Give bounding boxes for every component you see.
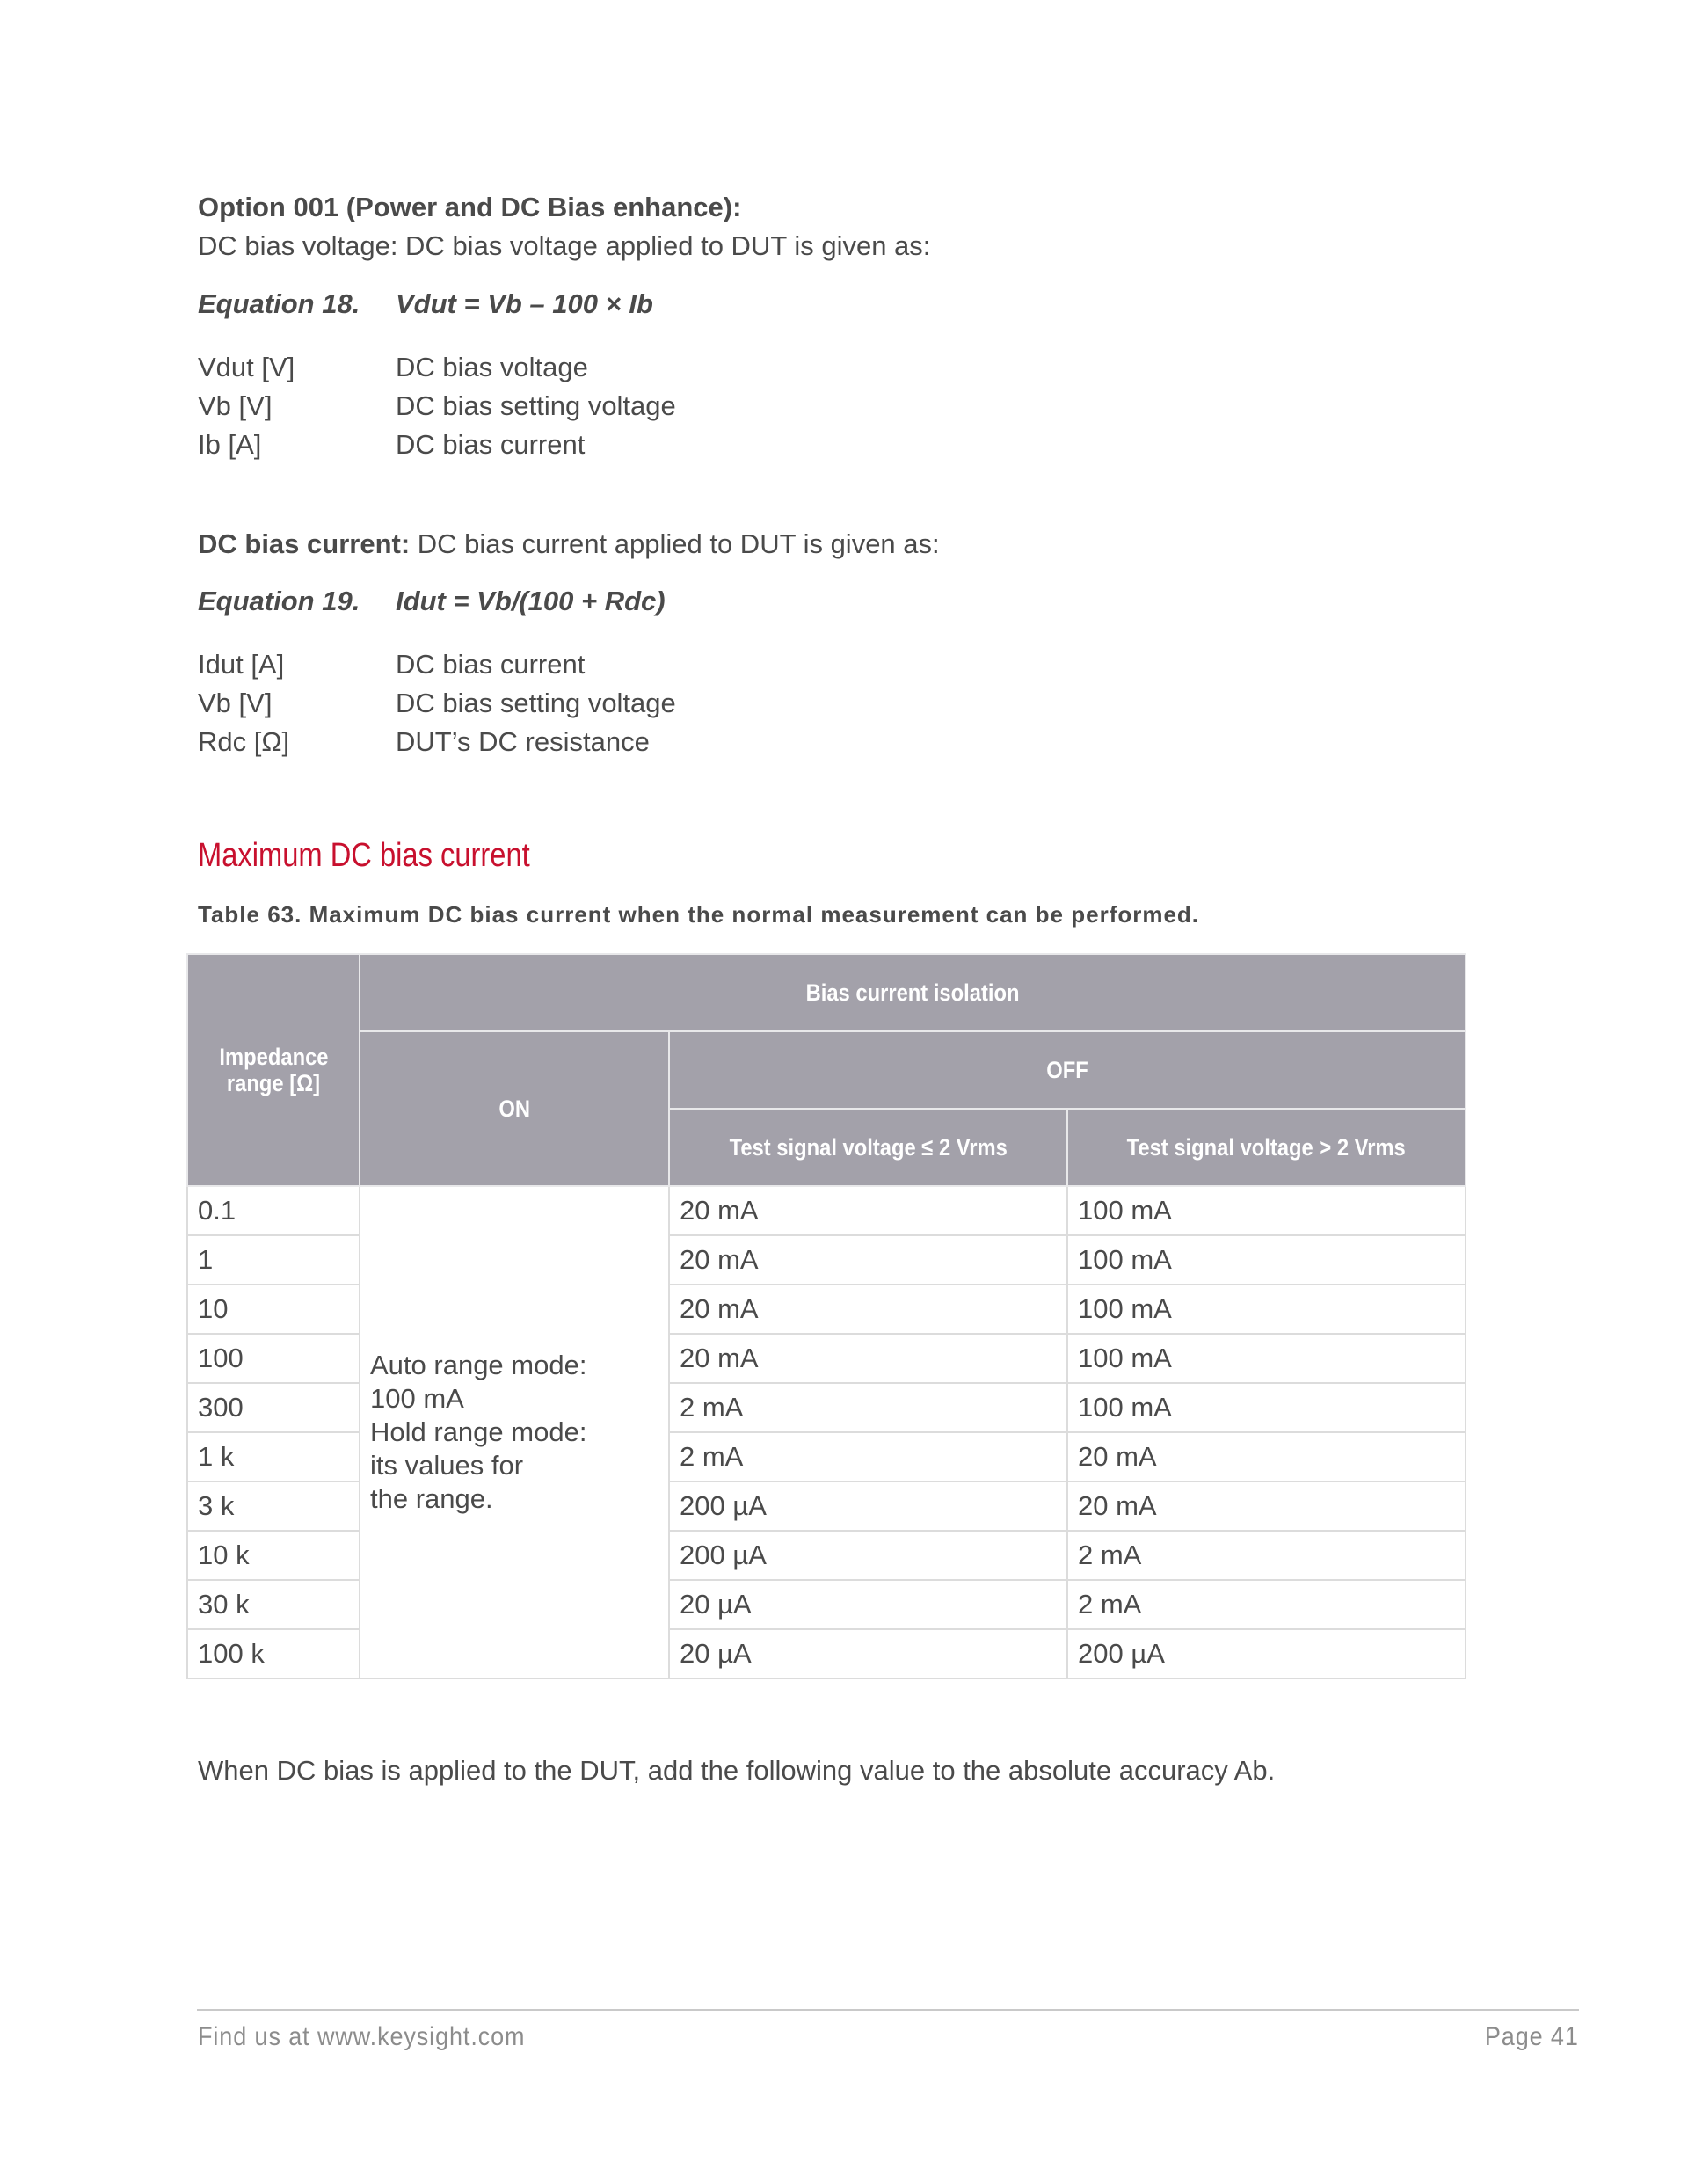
header-off: OFF	[669, 1031, 1466, 1109]
le2-value-cell: 20 µA	[669, 1629, 1067, 1678]
definition-description: DC bias current	[396, 649, 586, 680]
equation-18-label: Equation 18.	[198, 288, 360, 319]
le2-value-cell: 2 mA	[669, 1432, 1067, 1481]
gt2-value-cell: 100 mA	[1067, 1235, 1466, 1285]
on-cell-line: its values for	[370, 1450, 524, 1481]
definition-description: DC bias setting voltage	[396, 390, 676, 421]
header-test-signal-gt-2: Test signal voltage > 2 Vrms	[1067, 1109, 1466, 1186]
impedance-range-cell: 30 k	[187, 1580, 360, 1629]
definition-symbol: Rdc [Ω]	[198, 726, 290, 757]
gt2-value-cell: 20 mA	[1067, 1432, 1466, 1481]
on-cell-line: Auto range mode:	[370, 1350, 587, 1380]
impedance-range-cell: 10	[187, 1285, 360, 1334]
le2-value-cell: 2 mA	[669, 1383, 1067, 1432]
gt2-value-cell: 100 mA	[1067, 1334, 1466, 1383]
on-cell-line: 100 mA	[370, 1383, 464, 1414]
gt2-value-cell: 200 µA	[1067, 1629, 1466, 1678]
le2-value-cell: 200 µA	[669, 1481, 1067, 1531]
definition-symbol: Vb [V]	[198, 390, 273, 421]
definition-description: DC bias setting voltage	[396, 688, 676, 718]
le2-value-cell: 20 mA	[669, 1235, 1067, 1285]
gt2-value-cell: 20 mA	[1067, 1481, 1466, 1531]
impedance-range-cell: 300	[187, 1383, 360, 1432]
impedance-range-cell: 100	[187, 1334, 360, 1383]
after-table-text: When DC bias is applied to the DUT, add the following value to the absolute accuracy Ab.	[198, 1755, 1276, 1786]
impedance-range-cell: 1 k	[187, 1432, 360, 1481]
table-caption: Table 63. Maximum DC bias current when the normal measurement can be performed.	[198, 901, 1200, 928]
header-test-signal-le-2: Test signal voltage ≤ 2 Vrms	[669, 1109, 1067, 1186]
gt2-value-cell: 2 mA	[1067, 1580, 1466, 1629]
le2-value-cell: 200 µA	[669, 1531, 1067, 1580]
on-mode-cell	[360, 1186, 669, 1678]
le2-value-cell: 20 µA	[669, 1580, 1067, 1629]
table-row	[187, 1186, 1466, 1235]
footer-page-number: Page 41	[1485, 2022, 1579, 2051]
impedance-range-cell: 10 k	[187, 1531, 360, 1580]
footer-website-link[interactable]: Find us at www.keysight.com	[198, 2022, 526, 2051]
header-bias-current-isolation: Bias current isolation	[360, 954, 1466, 1031]
dc-bias-voltage-intro: DC bias voltage: DC bias voltage applied to DUT is given as:	[198, 230, 931, 261]
equation-19-label: Equation 19.	[198, 586, 360, 616]
gt2-value-cell: 2 mA	[1067, 1531, 1466, 1580]
on-cell-line: the range.	[370, 1483, 493, 1514]
definition-symbol: Vb [V]	[198, 688, 273, 718]
option-heading: Option 001 (Power and DC Bias enhance):	[198, 192, 742, 222]
definition-symbol: Idut [A]	[198, 649, 285, 680]
dc-bias-current-intro	[198, 525, 940, 564]
footer-divider	[197, 2009, 1579, 2011]
equation-19-formula: Idut = Vb/(100 + Rdc)	[396, 586, 666, 616]
definition-symbol: Vdut [V]	[198, 352, 295, 382]
dc-bias-current-intro-bold: DC bias current:	[198, 528, 411, 559]
le2-value-cell: 20 mA	[669, 1285, 1067, 1334]
on-cell-line: Hold range mode:	[370, 1416, 587, 1447]
gt2-value-cell: 100 mA	[1067, 1383, 1466, 1432]
dc-bias-current-intro-rest: DC bias current applied to DUT is given as:	[410, 528, 940, 559]
gt2-value-cell: 100 mA	[1067, 1285, 1466, 1334]
impedance-range-cell: 0.1	[187, 1186, 360, 1235]
definition-symbol: Ib [A]	[198, 429, 262, 460]
equation-18-formula: Vdut = Vb – 100 × Ib	[396, 288, 653, 319]
impedance-range-cell: 1	[187, 1235, 360, 1285]
definition-description: DC bias voltage	[396, 352, 588, 382]
definition-description: DUT’s DC resistance	[396, 726, 650, 757]
header-on: ON	[360, 1031, 669, 1186]
gt2-value-cell: 100 mA	[1067, 1186, 1466, 1235]
header-impedance-range: Impedance range [Ω]	[187, 954, 360, 1186]
le2-value-cell: 20 mA	[669, 1186, 1067, 1235]
le2-value-cell: 20 mA	[669, 1334, 1067, 1383]
section-heading: Maximum DC bias current	[198, 837, 530, 874]
impedance-range-cell: 3 k	[187, 1481, 360, 1531]
definition-description: DC bias current	[396, 429, 586, 460]
impedance-range-cell: 100 k	[187, 1629, 360, 1678]
bias-current-table	[186, 953, 1466, 1679]
